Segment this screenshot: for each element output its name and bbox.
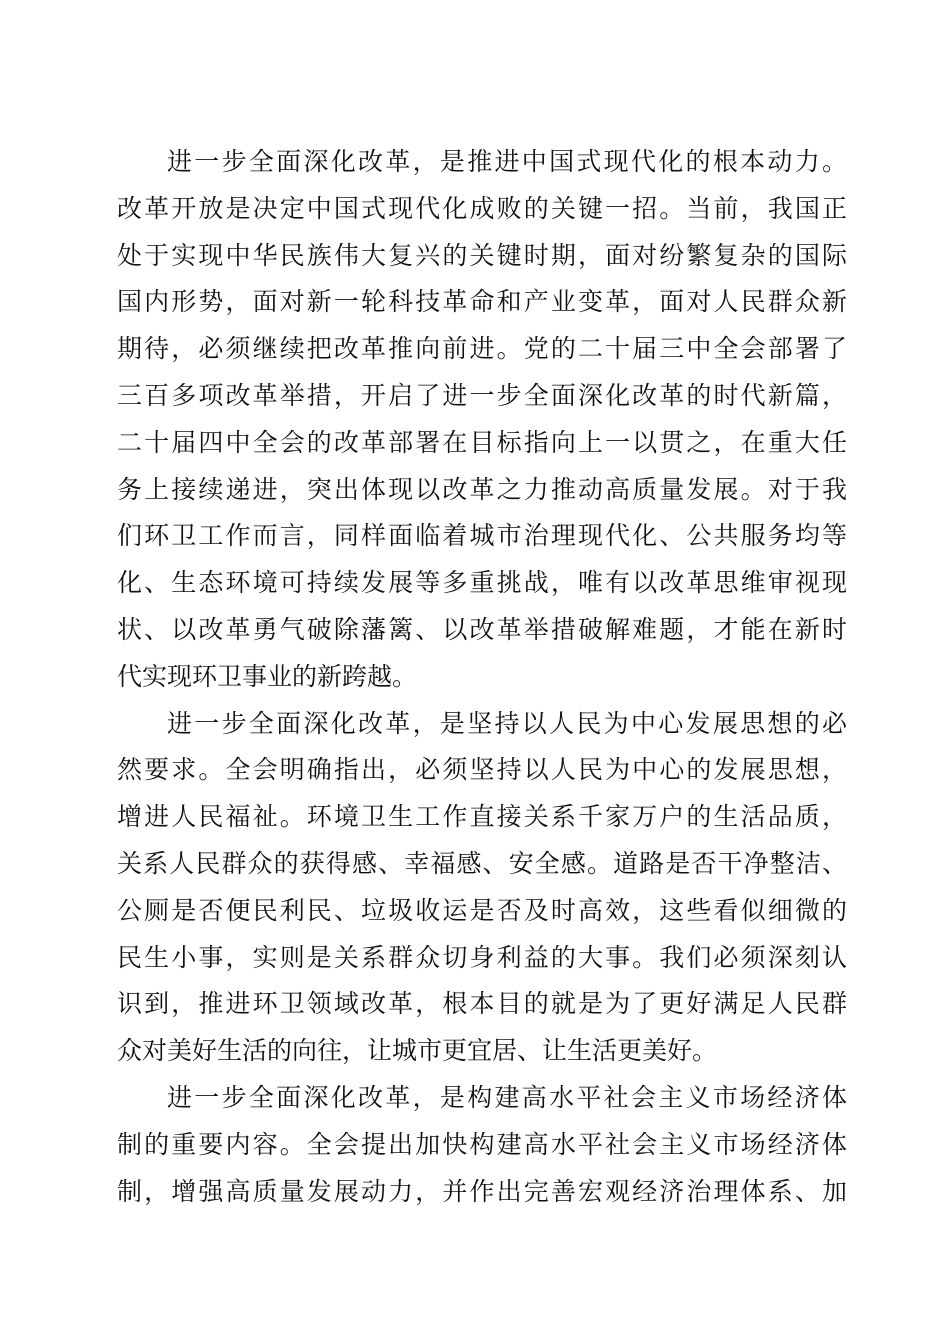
paragraph-line: 们环卫工作而言，同样面临着城市治理现代化、公共服务均等 [117,521,847,551]
document-body [117,139,847,1215]
paragraph-line: 增进人民福祉。环境卫生工作直接关系千家万户的生活品质， [117,802,847,832]
paragraph-line: 公厕是否便民利民、垃圾收运是否及时高效，这些看似细微的 [117,895,847,925]
paragraph-line: 改革开放是决定中国式现代化成败的关键一招。当前，我国正 [117,193,847,223]
paragraph-2 [117,701,847,1075]
paragraph-line: 状、以改革勇气破除藩篱、以改革举措破解难题，才能在新时 [117,614,847,644]
paragraph-line: 进一步全面深化改革，是构建高水平社会主义市场经济体 [167,1082,847,1112]
paragraph-line: 民生小事，实则是关系群众切身利益的大事。我们必须深刻认 [117,942,847,972]
paragraph-3 [117,1075,847,1215]
paragraph-line: 二十届四中全会的改革部署在目标指向上一以贯之，在重大任 [117,427,847,457]
paragraph-line: 进一步全面深化改革，是坚持以人民为中心发展思想的必 [167,708,847,738]
paragraph-line: 识到，推进环卫领域改革，根本目的就是为了更好满足人民群 [117,989,847,1019]
paragraph-line: 进一步全面深化改革，是推进中国式现代化的根本动力。 [167,147,847,176]
paragraph-1 [117,139,847,701]
paragraph-line: 关系人民群众的获得感、幸福感、安全感。道路是否干净整洁、 [117,848,847,878]
paragraph-line: 处于实现中华民族伟大复兴的关键时期，面对纷繁复杂的国际 [117,240,847,270]
paragraph-line: 众对美好生活的向往，让城市更宜居、让生活更美好。 [117,1036,718,1066]
paragraph-line: 期待，必须继续把改革推向前进。党的二十届三中全会部署了 [117,334,847,364]
paragraph-line: 制的重要内容。全会提出加快构建高水平社会主义市场经济体 [117,1129,847,1159]
paragraph-line: 国内形势，面对新一轮科技革命和产业变革，面对人民群众新 [117,287,847,317]
paragraph-line: 化、生态环境可持续发展等多重挑战，唯有以改革思维审视现 [117,568,847,598]
paragraph-line: 务上接续递进，突出体现以改革之力推动高质量发展。对于我 [117,474,847,504]
paragraph-line: 制，增强高质量发展动力，并作出完善宏观经济治理体系、加 [117,1176,847,1206]
paragraph-line: 代实现环卫事业的新跨越。 [117,661,418,691]
paragraph-line: 然要求。全会明确指出，必须坚持以人民为中心的发展思想， [117,755,847,785]
paragraph-line: 三百多项改革举措，开启了进一步全面深化改革的时代新篇， [117,380,847,410]
